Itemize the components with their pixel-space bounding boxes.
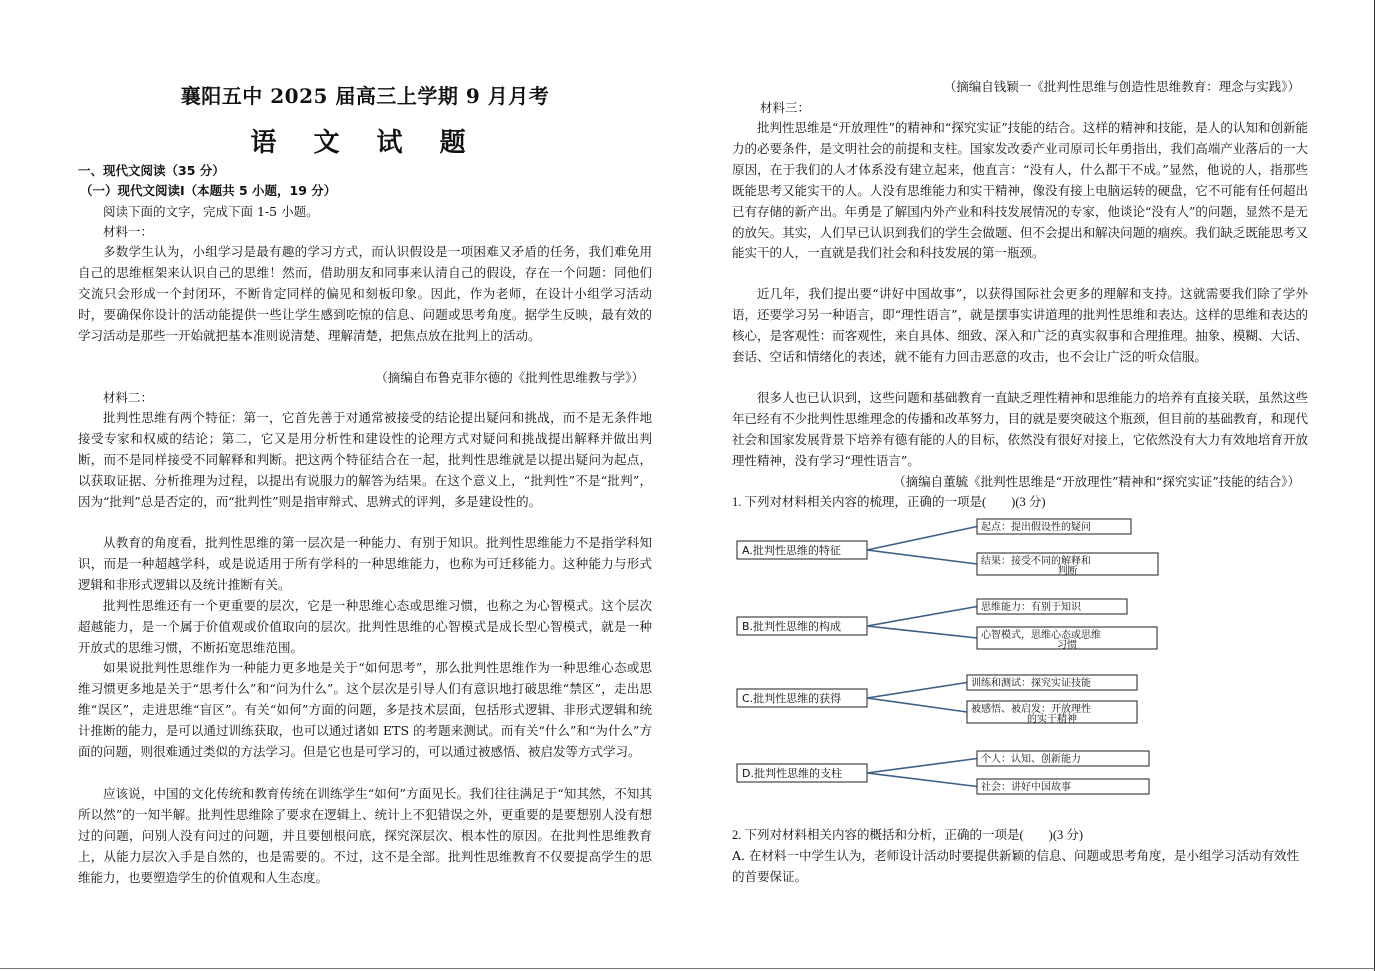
material2-paragraph: 从教育的角度看，批判性思维的第一层次是一种能力、有别于知识。批判性思维能力不是指学科知识，而是一种超越学科，或是说适用于所有学科的一种思维能力，也称为可迁移能力。这种能力与形式逻辑和非形式逻辑以及统计推断有关。 (78, 535, 652, 592)
subject-title: 语 文 试 题 (250, 128, 480, 158)
diagram-branch-label: 个人：认知、创新能力 (981, 754, 1081, 765)
diagram-connector (867, 626, 977, 638)
material2-label: 材料二： (103, 390, 154, 405)
diagram-connector (867, 698, 967, 712)
diagram-main-label: D.批判性思维的支柱 (742, 767, 842, 780)
diagram-branch-label: 结果：接受不同的解释和 (981, 556, 1091, 567)
question-1-stem: 1. 下列对材料相关内容的梳理，正确的一项是( )(3 分) (732, 495, 1046, 509)
material2-paragraph: 应该说，中国的文化传统和教育传统在训练学生“如何”方面见长。我们往往满足于“知其然，不知其所以然”的一知半解。批判性思维除了要求在逻辑上、统计上不犯错误之外，更重要的是要想别人没有想过的问题，问别人没有问过的问题，并且要刨根问底，探究深层次、根本性的原因。在批判性思维教育上，从能力层次入手是自然的，也是需要的。不过，这不是全部。批判性思维教育不仅要提高学生的思维能力，也要塑造学生的价值观和人生态度。 (78, 786, 652, 885)
diagram-branch-label: 思维能力：有别于知识 (981, 602, 1081, 613)
diagram-main-label: C.批判性思维的获得 (742, 692, 842, 705)
reading-instruction: 阅读下面的文字，完成下面 1-5 小题。 (103, 204, 319, 219)
diagram-branch-label: 判断 (1057, 566, 1078, 577)
question-2-option-a: A. 在材料一中学生认为，老师设计活动时要提供新颖的信息、问题或思考角度，是小组学习活动有效性的首要保证。 (732, 848, 1299, 884)
material1-label: 材料一： (103, 224, 154, 239)
material3-source: （摘编自董毓《批判性思维是“开放理性”精神和“探究实证”技能的结合》） (893, 474, 1300, 489)
section-title: 一、现代文阅读（35 分） (78, 163, 225, 178)
diagram-connector (867, 607, 977, 627)
material1-source: （摘编自布鲁克菲尔德的《批判性思维教与学》） (375, 370, 644, 385)
diagram-connector (867, 683, 967, 699)
material1-paragraph: 多数学生认为，小组学习是最有趣的学习方式，而认识假设是一项困难又矛盾的任务，我们难免用自己的思维框架来认识自己的思维！然而，借助朋友和同事来认清自己的假设，存在一个问题：同他们交流只会形成一个封闭环，不断肯定同样的偏见和刻板印象。因此，作为老师，在设计小组学习活动时，要确保你设计的活动能提供一些让学生感到吃惊的信息、问题或思考角度。据学生反映，最有效的学习活动是那些一开始就把基本准则说清楚、理解清楚，把焦点放在批判上的活动。 (78, 244, 652, 343)
page-border-bottom (0, 968, 1375, 969)
diagram-branch-label: 起点：提出假设性的疑问 (981, 522, 1091, 533)
diagram-branch-label: 社会：讲好中国故事 (981, 782, 1071, 793)
material3-label: 材料三： (760, 100, 811, 115)
material2-paragraph: 如果说批判性思维作为一种能力更多地是关于“如何思考”，那么批判性思维作为一种思维心态或思维习惯更多地是关于“思考什么”和“问为什么”。这个层次是引导人们有意识地打破思维“禁区”，走出思维“误区”，走进思维“盲区”。有关“如何”方面的问题，多是技术层面，包括形式逻辑、非形式逻辑和统计推断的能力，是可以通过训练获取，也可以通过诸如 ETS 的考题来测试。而有关“什么”和“为什么”方面的问题，则很难通过类似的方法学习。但是它也是可学习的，可以通过被感悟、被启发等方式学习。 (78, 660, 652, 759)
subsection-title: （一）现代文阅读Ⅰ（本题共 5 小题，19 分） (80, 183, 337, 198)
diagram-branch-label: 训练和测试：探究实证技能 (971, 678, 1091, 689)
material3-paragraph: 批判性思维是“开放理性”的精神和“探究实证”技能的结合。这样的精神和技能，是人的认知和创新能力的必要条件，是文明社会的前提和支柱。国家发改委产业司原司长年勇指出，我们高端产业落后的一大原因，在于我们的人才体系没有建立起来，他直言：“没有人，什么都干不成。”显然，他说的人，指那些既能思考又能实干的人。人没有思维能力和实干精神，像没有接上电脑运转的硬盘，它不可能有任何超出已有存储的新产出。年勇是了解国内外产业和科技发展情况的专家，他谈论“没有人”的问题，显然不是无的放矢。其实，人们早已认识到我们的学生会做题、但不会提出和解决问题的痼疾。我们缺乏既能思考又能实干的人，一直就是我们社会和科技发展的第一瓶颈。 (732, 120, 1308, 261)
diagram-branch-label: 习惯 (1057, 640, 1077, 651)
diagram-connector (867, 527, 977, 551)
exam-title: 襄阳五中 2025 届高三上学期 9 月月考 (180, 84, 550, 108)
diagram-connector (867, 759, 977, 774)
material3-paragraph: 近几年，我们提出要“讲好中国故事”，以获得国际社会更多的理解和支持。这就需要我们除了学外语，还要学习另一种语言，即“理性语言”，就是摆事实讲道理的批判性思维和表达。这样的思维和表达的核心，是客观性：而客观性，来自具体、细致、深入和广泛的真实叙事和合理推理。抽象、模糊、大话、套话、空话和情绪化的表述，就不能有力回击恶意的攻击，也不会让广泛的听众信服。 (732, 286, 1308, 364)
material3-paragraph: 很多人也已认识到，这些问题和基础教育一直缺乏理性精神和思维能力的培养有直接关联，虽然这些年已经有不少批判性思维理念的传播和改革努力，目的就是要突破这个瓶颈，但目前的基础教育，和现代社会和国家发展背景下培养有德有能的人的目标，依然没有很好对接上，它依然没有大力有效地培育开放理性精神，没有学习“理性语言”。 (732, 390, 1308, 468)
material2-paragraph: 批判性思维还有一个更重要的层次，它是一种思维心态或思维习惯，也称之为心智模式。这个层次超越能力，是一个属于价值观或价值取向的层次。批判性思维的心智模式是成长型心智模式，就是一种开放式的思维习惯，不断拓宽思维范围。 (78, 598, 652, 655)
diagram-branch-label: 的实干精神 (1027, 714, 1077, 725)
material2-paragraph: 批判性思维有两个特征：第一，它首先善于对通常被接受的结论提出疑问和挑战，而不是无条件地接受专家和权威的结论；第二，它又是用分析性和建设性的论理方式对疑问和挑战提出解释并做出判断，而不是同样接受不同解释和判断。把这两个特征结合在一起，批判性思维就是以提出疑问为起点，以获取证据、分析推理为过程，以提出有说服力的解答为结果。在这个意义上，“批判性”不是“批判”，因为“批判”总是否定的，而“批判性”则是指审辩式、思辨式的评判，多是建设性的。 (78, 410, 652, 509)
question-2-stem: 2. 下列对材料相关内容的概括和分析，正确的一项是( )(3 分) (732, 828, 1084, 842)
diagram-connector (867, 773, 977, 787)
diagram-connector (867, 550, 977, 564)
diagram-main-label: B.批判性思维的构成 (742, 620, 842, 633)
diagram-branch-label: 心智模式，思维心态或思维 (981, 630, 1101, 641)
diagram-main-label: A.批判性思维的特征 (742, 544, 841, 557)
diagram-branch-label: 被感悟、被启发：开放理性 (971, 704, 1091, 715)
question-1-options-diagram (732, 515, 1172, 805)
material2-source: （摘编自钱颖一《批判性思维与创造性思维教育：理念与实践》） (943, 79, 1300, 94)
